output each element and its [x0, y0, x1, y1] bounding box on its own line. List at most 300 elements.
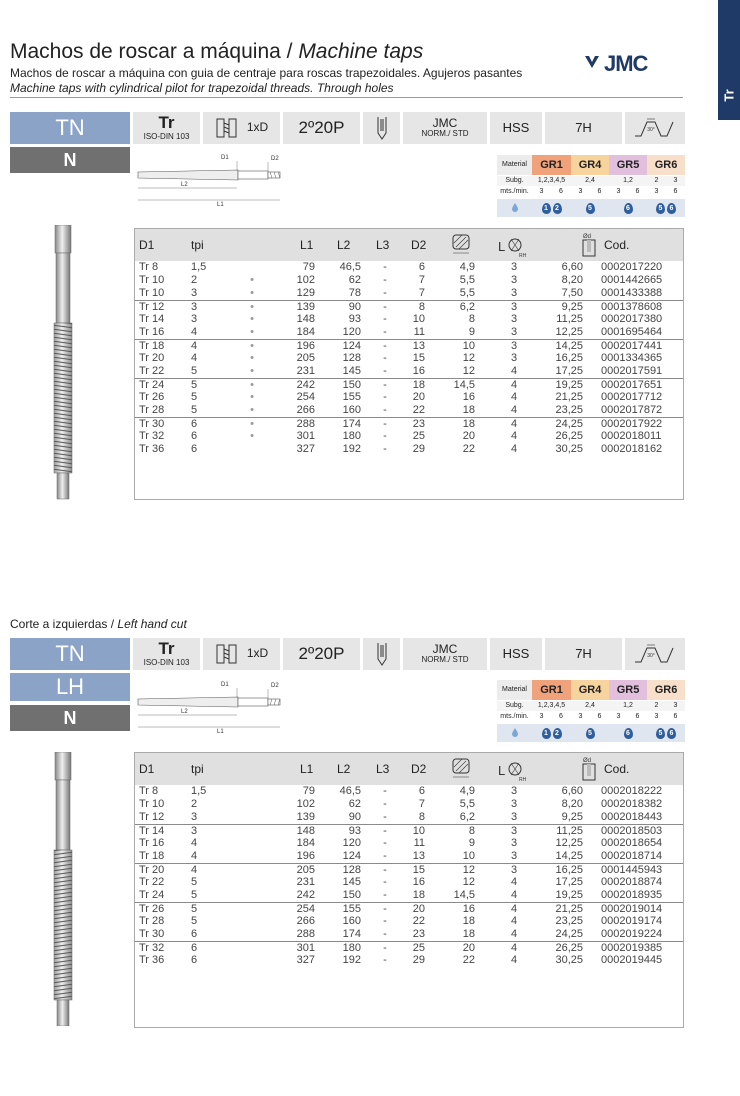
- cell-l2: 174: [342, 418, 361, 430]
- mat-icons-gr4: [571, 728, 609, 739]
- cell-l3: -: [383, 798, 387, 810]
- cell-drill: 19,25: [555, 889, 583, 901]
- cell-dot: •: [250, 404, 254, 416]
- cell-l3: -: [383, 340, 387, 352]
- cell-tpi: 6: [191, 443, 198, 455]
- mat-gr4: GR4: [571, 680, 609, 700]
- cell-l2: 128: [342, 352, 361, 364]
- cell-d2: 11: [413, 326, 425, 338]
- cell-d1: Tr 10: [139, 287, 165, 299]
- cell-l3: -: [383, 785, 387, 797]
- col-l3: L3: [376, 238, 390, 252]
- cell-cod: 0002017591: [601, 365, 663, 377]
- cell-sq: 18: [462, 915, 475, 927]
- cell-cod: 0002017922: [601, 418, 663, 430]
- cell-cod: 0001378608: [601, 301, 663, 313]
- cell-cod: 0001334365: [601, 352, 663, 364]
- mat-gr4: GR4: [571, 155, 609, 175]
- mts-gr5-b: 6: [635, 188, 640, 195]
- spec-norm-text-2: NORM./ STD: [421, 655, 469, 665]
- page-title: [10, 40, 423, 64]
- mat-icon: 6: [667, 203, 676, 214]
- cell-drill: 12,25: [555, 837, 583, 849]
- cell-d2: 20: [412, 903, 425, 915]
- mat-icons-gr4: [571, 203, 609, 214]
- cell-l3: -: [383, 287, 387, 299]
- table-body-2: [135, 785, 683, 967]
- table-row: [135, 954, 683, 967]
- spec-thread: [133, 112, 203, 144]
- subg-gr6-b: 3: [673, 702, 678, 709]
- table-row: [135, 378, 683, 391]
- mts-label: mts./min.: [500, 188, 529, 195]
- cell-l1: 184: [296, 837, 315, 849]
- mts-gr1-b: 6: [559, 713, 563, 720]
- cell-sq: 18: [462, 418, 475, 430]
- cell-d2: 13: [412, 850, 425, 862]
- cell-tpi: 5: [191, 903, 198, 915]
- cell-l2: 155: [342, 903, 361, 915]
- cell-d2: 20: [412, 391, 425, 403]
- col-cod: Cod.: [604, 762, 630, 776]
- cell-drill: 8,20: [561, 798, 583, 810]
- spec-hss-2: HSS: [502, 645, 530, 661]
- cell-cod: 0002017651: [601, 379, 663, 391]
- cell-d1: Tr 12: [139, 301, 165, 313]
- cell-l1: 205: [296, 864, 315, 876]
- cell-d2: 29: [412, 443, 425, 455]
- cell-tpi: 4: [191, 864, 198, 876]
- cell-l1: 129: [296, 287, 315, 299]
- cell-sq: 20: [462, 942, 475, 954]
- cell-cod: 0002019224: [601, 928, 663, 940]
- cell-d1: Tr 22: [139, 876, 165, 888]
- cell-d2: 7: [418, 798, 425, 810]
- cell-drill: 14,25: [555, 850, 583, 862]
- cell-d1: Tr 20: [139, 352, 165, 364]
- cell-sq: 5,5: [459, 798, 475, 810]
- subg-gr6-a: 2: [654, 702, 659, 709]
- cell-d2: 18: [412, 379, 425, 391]
- cell-drill: 17,25: [555, 365, 583, 377]
- cell-z: 3: [510, 811, 518, 823]
- cell-drill: 9,25: [561, 301, 583, 313]
- cell-z: 3: [510, 326, 518, 338]
- subg-gr5: 1,2: [623, 702, 633, 709]
- cell-l1: 327: [296, 443, 315, 455]
- mat-icons-gr5: [609, 728, 647, 739]
- cell-drill: 26,25: [555, 430, 583, 442]
- cell-drill: 30,25: [555, 443, 583, 455]
- cell-d2: 8: [418, 811, 425, 823]
- cell-l2: 93: [348, 825, 361, 837]
- cell-l3: -: [383, 261, 387, 273]
- mts-gr1-a: 3: [539, 713, 544, 720]
- table-header: [135, 753, 683, 785]
- cell-sq: 6,2: [459, 811, 475, 823]
- cell-d2: 8: [418, 301, 425, 313]
- section2-title-main: Corte a izquierdas /: [10, 617, 118, 631]
- cell-z: 3: [510, 301, 518, 313]
- jmc-logo-icon: [584, 54, 600, 70]
- cell-l1: 266: [296, 404, 315, 416]
- cell-d1: Tr 16: [139, 837, 165, 849]
- diagram-d2-label: D2: [271, 683, 279, 689]
- cell-tpi: 5: [191, 379, 198, 391]
- cell-tpi: 1,5: [191, 785, 207, 797]
- subg-gr1: 1,2,3,4,5: [537, 702, 566, 709]
- cell-cod: 0002018162: [601, 443, 663, 455]
- spec-angle-value-2: 2º20P: [298, 643, 345, 663]
- subg-label: Subg.: [505, 177, 524, 184]
- cell-drill: 24,25: [555, 418, 583, 430]
- cell-l3: -: [383, 903, 387, 915]
- table-row: [135, 313, 683, 326]
- cell-l2: 124: [342, 850, 361, 862]
- cell-tpi: 3: [191, 811, 198, 823]
- cell-dot: •: [250, 301, 254, 313]
- svg-text:L: L: [498, 239, 506, 254]
- cell-z: 4: [510, 404, 518, 416]
- cell-tpi: 5: [191, 404, 198, 416]
- cell-sq: 12: [462, 864, 475, 876]
- cell-l1: 301: [296, 942, 315, 954]
- cell-l1: 139: [296, 301, 315, 313]
- cell-z: 4: [510, 928, 518, 940]
- cell-dot: •: [250, 418, 254, 430]
- cell-l3: -: [383, 850, 387, 862]
- mts-gr6-b: 6: [673, 713, 678, 720]
- cell-z: 4: [510, 942, 518, 954]
- spec-profile-2: [625, 638, 685, 670]
- cell-dot: •: [250, 365, 254, 377]
- cell-d1: Tr 10: [139, 798, 165, 810]
- cell-cod: 0002018222: [601, 785, 663, 797]
- cell-cod: 0002017220: [601, 261, 663, 273]
- table-body-1: [135, 261, 683, 456]
- cell-l2: 120: [342, 326, 361, 338]
- cell-z: 3: [510, 785, 518, 797]
- diagram-d1-label: D1: [221, 155, 229, 161]
- mat-icons-gr6: [647, 203, 685, 214]
- cell-sq: 9: [468, 837, 475, 849]
- cell-l2: 124: [342, 340, 361, 352]
- col-l3: L3: [376, 762, 390, 776]
- cell-l3: -: [383, 915, 387, 927]
- cell-l2: 192: [342, 954, 361, 966]
- material-label: Material: [502, 686, 527, 693]
- cell-d1: Tr 8: [139, 785, 159, 797]
- cell-sq: 5,5: [459, 287, 475, 299]
- col-tpi: tpi: [191, 762, 204, 776]
- cell-drill: 19,25: [555, 379, 583, 391]
- material-table-1: [497, 155, 685, 217]
- cell-dot: •: [250, 326, 254, 338]
- spec-tn: TN: [10, 112, 130, 144]
- spec-flute: [363, 112, 403, 144]
- table-row: [135, 430, 683, 443]
- cell-z: 3: [510, 352, 518, 364]
- cell-z: 4: [510, 903, 518, 915]
- cell-d1: Tr 8: [139, 261, 159, 273]
- cell-d2: 25: [412, 942, 425, 954]
- spec-tolerance: [545, 112, 625, 144]
- mat-gr1: GR1: [532, 155, 571, 175]
- drill-diameter-icon: [579, 231, 601, 259]
- cell-d2: 18: [412, 889, 425, 901]
- cell-z: 4: [510, 876, 518, 888]
- mat-icon: 5: [586, 203, 595, 214]
- cell-drill: 24,25: [555, 928, 583, 940]
- col-d1: D1: [139, 762, 155, 776]
- cell-drill: 30,25: [555, 954, 583, 966]
- cell-dot: •: [250, 287, 254, 299]
- cell-l2: 180: [342, 430, 361, 442]
- cell-d1: Tr 24: [139, 379, 165, 391]
- col-tpi: tpi: [191, 238, 204, 252]
- cell-tpi: 4: [191, 340, 198, 352]
- col-l2: L2: [337, 762, 351, 776]
- cell-d2: 16: [412, 365, 425, 377]
- table-row: [135, 798, 683, 811]
- mts-gr6-b: 6: [673, 188, 678, 195]
- cell-l1: 242: [296, 889, 315, 901]
- section-tab: [718, 0, 740, 120]
- cell-l3: -: [383, 876, 387, 888]
- mat-icon: 1: [542, 728, 551, 739]
- mat-icon: 2: [553, 203, 562, 214]
- svg-text:30°: 30°: [647, 653, 655, 659]
- cell-l2: 90: [348, 811, 361, 823]
- cell-tpi: 6: [191, 418, 198, 430]
- cell-cod: 0002018011: [601, 430, 662, 442]
- cell-sq: 4,9: [459, 261, 475, 273]
- tap-illustration-1: [52, 225, 74, 500]
- cell-d1: Tr 30: [139, 418, 165, 430]
- cell-z: 4: [510, 954, 518, 966]
- coolant-icon: [497, 202, 532, 214]
- mts-gr5-b: 6: [635, 713, 640, 720]
- cell-drill: 21,25: [555, 903, 583, 915]
- mat-gr6: GR6: [647, 680, 685, 700]
- spec-xd-2: 1xD: [246, 646, 269, 661]
- cell-z: 3: [510, 850, 518, 862]
- cell-l2: 62: [348, 274, 361, 286]
- mts-gr4-b: 6: [597, 188, 602, 195]
- cell-l3: -: [383, 811, 387, 823]
- cell-cod: 0001445943: [601, 864, 663, 876]
- mat-gr1: GR1: [532, 680, 571, 700]
- cell-l3: -: [383, 825, 387, 837]
- mat-icon: 6: [667, 728, 676, 739]
- cell-d2: 16: [412, 876, 425, 888]
- spec-tr: Tr: [158, 113, 175, 133]
- mat-icons-gr5: [609, 203, 647, 214]
- cell-cod: 0002018714: [601, 850, 663, 862]
- cell-l3: -: [383, 274, 387, 286]
- table-row: [135, 902, 683, 915]
- cell-tpi: 6: [191, 928, 198, 940]
- table-row: [135, 824, 683, 837]
- subg-gr4: 2,4: [585, 177, 595, 184]
- table-row: [135, 274, 683, 287]
- cell-cod: 0002017712: [601, 391, 663, 403]
- cell-d2: 15: [412, 864, 425, 876]
- table-row: [135, 941, 683, 954]
- cell-l3: -: [383, 418, 387, 430]
- spec-n: N: [10, 147, 130, 173]
- cell-cod: 0002017441: [601, 340, 663, 352]
- cell-dot: •: [250, 430, 254, 442]
- mat-icon: 5: [656, 203, 665, 214]
- cell-cod: 0002018654: [601, 837, 663, 849]
- cell-l3: -: [383, 928, 387, 940]
- cell-tpi: 5: [191, 391, 198, 403]
- jmc-logo: [582, 50, 682, 76]
- tap-dimension-diagram-2: [133, 677, 363, 737]
- cell-dot: •: [250, 352, 254, 364]
- cell-l3: -: [383, 379, 387, 391]
- subtitle-es: Machos de roscar a máquina con guia de centraje para roscas trapezoidales. Agujeros pasantes: [10, 66, 523, 80]
- spec-jmc: JMC: [432, 116, 458, 130]
- cell-l1: 288: [296, 418, 315, 430]
- svg-text:RH: RH: [519, 777, 527, 783]
- cell-z: 4: [510, 430, 518, 442]
- table-row: [135, 352, 683, 365]
- cell-l1: 254: [296, 903, 315, 915]
- cell-l3: -: [383, 942, 387, 954]
- subg-gr4: 2,4: [585, 702, 595, 709]
- cell-z: 4: [510, 418, 518, 430]
- spec-xd: 1xD: [246, 120, 269, 135]
- hole-depth-icon: [215, 643, 239, 665]
- cell-d2: 25: [412, 430, 425, 442]
- table-row: [135, 811, 683, 824]
- mts-gr1-b: 6: [559, 188, 563, 195]
- cell-l1: 231: [296, 365, 315, 377]
- cell-l2: 145: [342, 876, 361, 888]
- cell-sq: 16: [462, 903, 475, 915]
- mts-gr5-a: 3: [616, 188, 621, 195]
- trapezoid-profile-icon: [633, 642, 677, 666]
- spec-depth-2: [203, 638, 283, 670]
- col-d2: D2: [411, 762, 427, 776]
- cell-z: 4: [510, 365, 518, 377]
- cell-l2: 145: [342, 365, 361, 377]
- hole-depth-icon: [215, 117, 239, 139]
- cell-drill: 17,25: [555, 876, 583, 888]
- jmc-logo-text: JMC: [604, 51, 648, 76]
- cell-tpi: 5: [191, 889, 198, 901]
- mat-icons-gr1: [532, 203, 571, 214]
- diagram-l1-label: L1: [217, 202, 224, 208]
- flutes-count-icon: [497, 755, 527, 783]
- cell-l2: 46,5: [339, 785, 361, 797]
- table-row: [135, 300, 683, 313]
- cell-d2: 11: [413, 837, 425, 849]
- spec-flute-2: [363, 638, 403, 670]
- cell-l2: 128: [342, 864, 361, 876]
- cell-z: 3: [510, 261, 518, 273]
- subtitle-en: Machine taps with cylindrical pilot for trapezoidal threads. Through holes: [10, 81, 394, 95]
- cell-l1: 148: [296, 825, 315, 837]
- mat-gr5: GR5: [609, 155, 647, 175]
- cell-sq: 22: [462, 443, 475, 455]
- spec-iso-2: ISO-DIN 103: [143, 657, 190, 667]
- spec-tr-2: Tr: [158, 639, 175, 659]
- cell-z: 4: [510, 391, 518, 403]
- cell-l3: -: [383, 391, 387, 403]
- svg-text:Ød: Ød: [583, 234, 592, 240]
- subg-label: Subg.: [505, 702, 524, 709]
- cell-l3: -: [383, 301, 387, 313]
- mts-label: mts./min.: [500, 713, 529, 720]
- cell-l3: -: [383, 313, 387, 325]
- table-row: [135, 417, 683, 430]
- table-row: [135, 863, 683, 876]
- cell-sq: 14,5: [453, 379, 475, 391]
- cell-sq: 22: [462, 954, 475, 966]
- section-tab-label: Tr: [721, 89, 737, 102]
- mat-icon: 6: [624, 203, 633, 214]
- cell-l2: 150: [342, 889, 361, 901]
- cell-d1: Tr 14: [139, 313, 165, 325]
- cell-d2: 7: [418, 274, 425, 286]
- col-cod: Cod.: [604, 238, 630, 252]
- table-row: [135, 391, 683, 404]
- cell-sq: 18: [462, 404, 475, 416]
- cell-d2: 13: [412, 340, 425, 352]
- svg-text:Ød: Ød: [583, 758, 592, 764]
- mat-gr6: GR6: [647, 155, 685, 175]
- diagram-l1-label: L1: [217, 729, 224, 735]
- cell-d2: 23: [412, 928, 425, 940]
- tap-illustration-2: [52, 752, 74, 1026]
- cell-cod: 0002017380: [601, 313, 663, 325]
- cell-tpi: 5: [191, 915, 198, 927]
- cell-sq: 12: [462, 365, 475, 377]
- cell-cod: 0002018874: [601, 876, 663, 888]
- spec-material-2: [490, 638, 545, 670]
- cell-tpi: 2: [191, 798, 198, 810]
- spec-iso: ISO-DIN 103: [143, 131, 190, 141]
- cell-z: 3: [510, 798, 518, 810]
- cell-l3: -: [383, 404, 387, 416]
- cell-l1: 79: [302, 261, 315, 273]
- cell-drill: 23,25: [555, 915, 583, 927]
- spec-material: [490, 112, 545, 144]
- cell-l2: 150: [342, 379, 361, 391]
- cell-cod: 0001442665: [601, 274, 663, 286]
- cell-tpi: 4: [191, 352, 198, 364]
- cell-sq: 5,5: [459, 274, 475, 286]
- cell-sq: 14,5: [453, 889, 475, 901]
- cell-l2: 155: [342, 391, 361, 403]
- cell-z: 4: [510, 443, 518, 455]
- subg-gr6-a: 2: [654, 177, 659, 184]
- cell-z: 3: [510, 287, 518, 299]
- col-d1: D1: [139, 238, 155, 252]
- spec-n-2: N: [10, 705, 130, 731]
- square-shank-icon: [451, 233, 471, 257]
- cell-tpi: 3: [191, 825, 198, 837]
- cell-d2: 10: [412, 313, 425, 325]
- table-row: [135, 889, 683, 902]
- mat-icon: 5: [586, 728, 595, 739]
- cell-l2: 180: [342, 942, 361, 954]
- tap-dimension-diagram-1: [133, 150, 363, 210]
- mts-gr5-a: 3: [616, 713, 621, 720]
